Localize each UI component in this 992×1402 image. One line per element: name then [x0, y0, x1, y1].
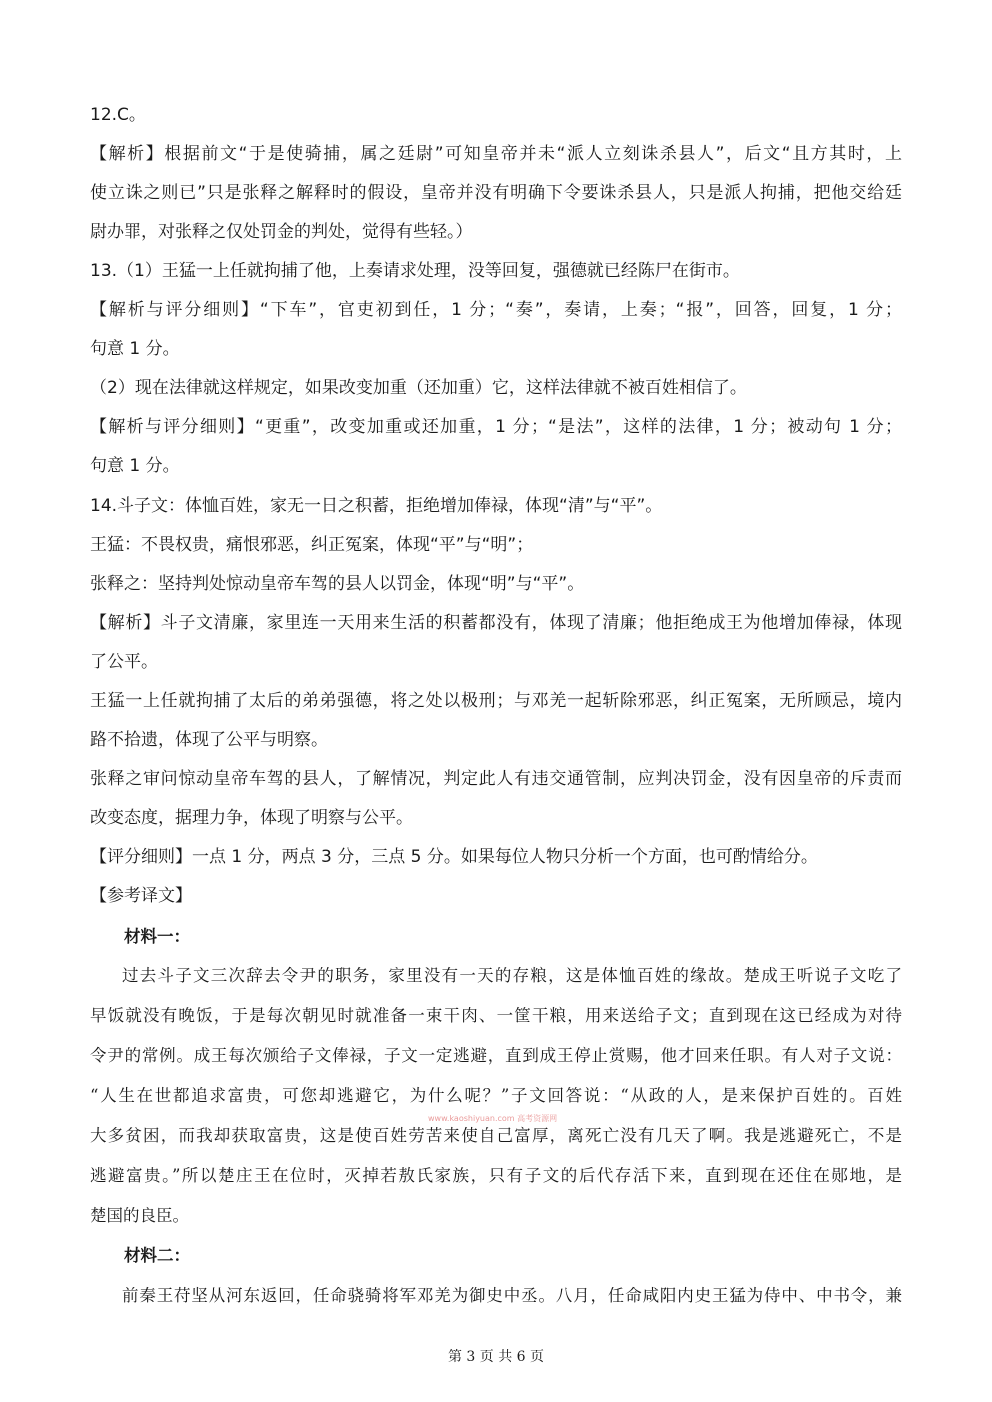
q14-line-zhangshizhi: 张释之：坚持判处惊动皇帝车驾的县人以罚金，体现“明”与“平”。 [90, 574, 585, 594]
material1-line-6: 逃避富贵。”所以楚庄王在位时，灭掉若敖氏家族，只有子文的后代存活下来，直到现在还住在郧地，是 [90, 1166, 902, 1185]
q14-analysis-line-3: 王猛一上任就拘捕了太后的弟弟强德，将之处以极刑；与邓羌一起斩除邪恶，纠正冤案，无所顾忌，境内 [90, 691, 902, 711]
q14-analysis-line-1: 【解析】斗子文清廉，家里连一天用来生活的积蓄都没有，体现了清廉；他拒绝成王为他增加俸禄，体现 [90, 613, 902, 633]
q14-line-doziwen: 14.斗子文：体恤百姓，家无一日之积蓄，拒绝增加俸禄，体现“清”与“平”。 [90, 496, 663, 516]
q14-analysis-line-6: 改变态度，据理力争，体现了明察与公平。 [90, 808, 413, 828]
material2-title: 材料二： [124, 1246, 190, 1265]
q12-analysis-line-2: 使立诛之则已”只是张释之解释时的假设，皇帝并没有明确下令要诛杀县人，只是派人拘捕，把他交给廷 [90, 183, 902, 203]
material1-line-2: 早饭就没有晚饭，于是每次朝见时就准备一束干肉、一筐干粮，用来送给子文；直到现在这已经成为对待 [90, 1006, 902, 1025]
q14-analysis-line-5: 张释之审问惊动皇帝车驾的县人，了解情况，判定此人有违交通管制，应判决罚金，没有因皇帝的斥责而 [90, 769, 902, 789]
material1-title: 材料一： [124, 927, 190, 946]
q14-rubric: 【评分细则】一点 1 分，两点 3 分，三点 5 分。如果每位人物只分析一个方面，也可酌情给分。 [90, 847, 818, 867]
q13-part1-rubric-line-1: 【解析与评分细则】“下车”，官吏初到任，1 分；“奏”，奏请，上奏；“报”，回答，回复，1 分； [90, 300, 902, 320]
material1-line-1: 过去斗子文三次辞去令尹的职务，家里没有一天的存粮，这是体恤百姓的缘故。楚成王听说子文吃了 [122, 966, 902, 985]
watermark-text: www.kaoshiyuan.com 高考资源网 [428, 1114, 558, 1123]
q14-analysis-line-4: 路不拾遗，体现了公平与明察。 [90, 730, 328, 750]
q14-line-wangmeng: 王猛：不畏权贵，痛恨邪恶，纠正冤案，体现“平”与“明”； [90, 535, 534, 555]
q13-part2-rubric-line-1: 【解析与评分细则】“更重”，改变加重或还加重，1 分；“是法”，这样的法律，1 分；被动句 1 分； [90, 417, 902, 437]
q13-part2-rubric-line-2: 句意 1 分。 [90, 456, 180, 476]
q12-analysis-line-1: 【解析】根据前文“于是使骑捕，属之廷尉”可知皇帝并未“派人立刻诛杀县人”，后文“且方其时，上 [90, 144, 902, 164]
q12-answer: 12.C。 [90, 105, 146, 125]
material1-line-5: 大多贫困，而我却获取富贵，这是使百姓劳苦来使自己富厚，离死亡没有几天了啊。我是逃避死亡，不是 [90, 1126, 902, 1145]
q13-part1-answer: 13.（1）王猛一上任就拘捕了他，上奏请求处理，没等回复，强德就已经陈尸在街市。 [90, 261, 740, 281]
q14-analysis-line-2: 了公平。 [90, 652, 158, 672]
page-number-footer: 第 3 页 共 6 页 [447, 1349, 545, 1365]
material2-line-1: 前秦王苻坚从河东返回，任命骁骑将军邓羌为御史中丞。八月，任命咸阳内史王猛为侍中、中书令，兼 [122, 1286, 902, 1305]
q13-part2-answer: （2）现在法律就这样规定，如果改变加重（还加重）它，这样法律就不被百姓相信了。 [90, 378, 747, 398]
translation-label: 【参考译文】 [90, 886, 192, 906]
material1-line-3: 令尹的常例。成王每次颁给子文俸禄，子文一定逃避，直到成王停止赏赐，他才回来任职。有人对子文说： [90, 1046, 902, 1065]
material1-line-4: “人生在世都追求富贵，可您却逃避它，为什么呢？”子文回答说：“从政的人，是来保护百姓的。百姓 [90, 1086, 902, 1105]
q12-analysis-line-3: 尉办罪，对张释之仅处罚金的判处，觉得有些轻。） [90, 222, 473, 242]
material1-line-7: 楚国的良臣。 [90, 1206, 189, 1225]
q13-part1-rubric-line-2: 句意 1 分。 [90, 339, 180, 359]
